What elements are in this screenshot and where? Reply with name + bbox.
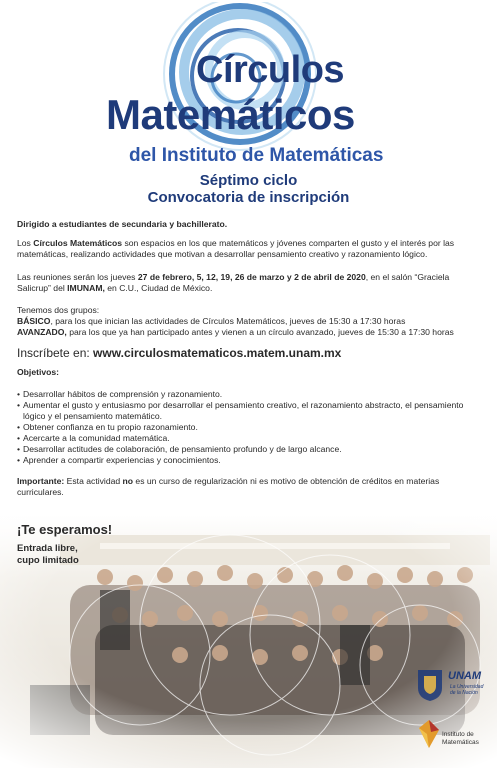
subtitle: del Instituto de Matemáticas [129,145,384,166]
unam-shield-icon [416,668,444,702]
objectives-list [17,389,483,466]
title-line-2: Matemáticos [106,91,355,138]
groups-intro: Tenemos dos grupos: [17,305,100,315]
objective-item: • Aumentar el gusto y entusiasmo por desarrollar el pensamiento creativo, el razonamiento abstracto, el pensamiento lógico y el pensamiento matemático. [17,400,483,422]
objective-item: • Obtener confianza en tu propio razonamiento. [17,422,483,433]
group-advanced: AVANZADO, para los que ya han participado antes y vienen a un círculo avanzado, jueves de 15:30 a 17:30 horas [17,327,454,337]
important-note: Importante: Esta actividad no es un curso de regularización ni es motivo de obtención de créditos en materias curriculares. [17,476,440,497]
schedule-paragraph: Las reuniones serán los jueves 27 de febrero, 5, 12, 19, 26 de marzo y 2 de abril de 2020, en el salón “Graciela Salicrup” del IMUNAM, en C.U., Ciudad de México. [17,272,450,293]
im-logo-text: Instituto de Matemáticas [442,731,479,746]
audience-text: Dirigido a estudiantes de secundaria y bachillerato. [17,219,228,229]
unam-logos [416,668,491,708]
title-line-1: Círculos [196,49,345,91]
welcome-heading: ¡Te esperamos! [17,522,113,537]
objective-item: • Acercarte a la comunidad matemática. [17,433,483,444]
signup-line: Inscríbete en: www.circulosmatematicos.matem.unam.mx [17,346,342,360]
unam-wordmark: UNAM [448,670,481,682]
objective-item: • Desarrollar actitudes de colaboración, de pensamiento profundo y de largo alcance. [17,444,483,455]
signup-link[interactable]: www.circulosmatematicos.matem.unam.mx [93,346,342,360]
call-heading: Convocatoria de inscripción [147,189,350,206]
objectives-heading: Objetivos: [17,367,60,377]
im-logo-icon [417,718,441,750]
intro-paragraph: Los Círculos Matemáticos son espacios en los que matemáticos y jóvenes comparten el gusto y el interés por las matemáticas, realizando actividades que motivan a desarrollar pensamiento creativo y razonamiento lógico. [17,238,455,259]
cycle-heading: Séptimo ciclo [199,172,298,189]
objective-item: • Aprender a compartir experiencias y conocimientos. [17,455,483,466]
free-entry-note: Entrada libre, cupo limitado [17,543,79,566]
unam-tagline: La Universidad de la Nación [450,684,484,696]
objective-item: • Desarrollar hábitos de comprensión y razonamiento. [17,389,483,400]
group-basic: BÁSICO, para los que inician las actividades de Círculos Matemáticos, jueves de 15:30 a 17:30 horas [17,316,406,326]
groups-paragraph [17,305,483,338]
